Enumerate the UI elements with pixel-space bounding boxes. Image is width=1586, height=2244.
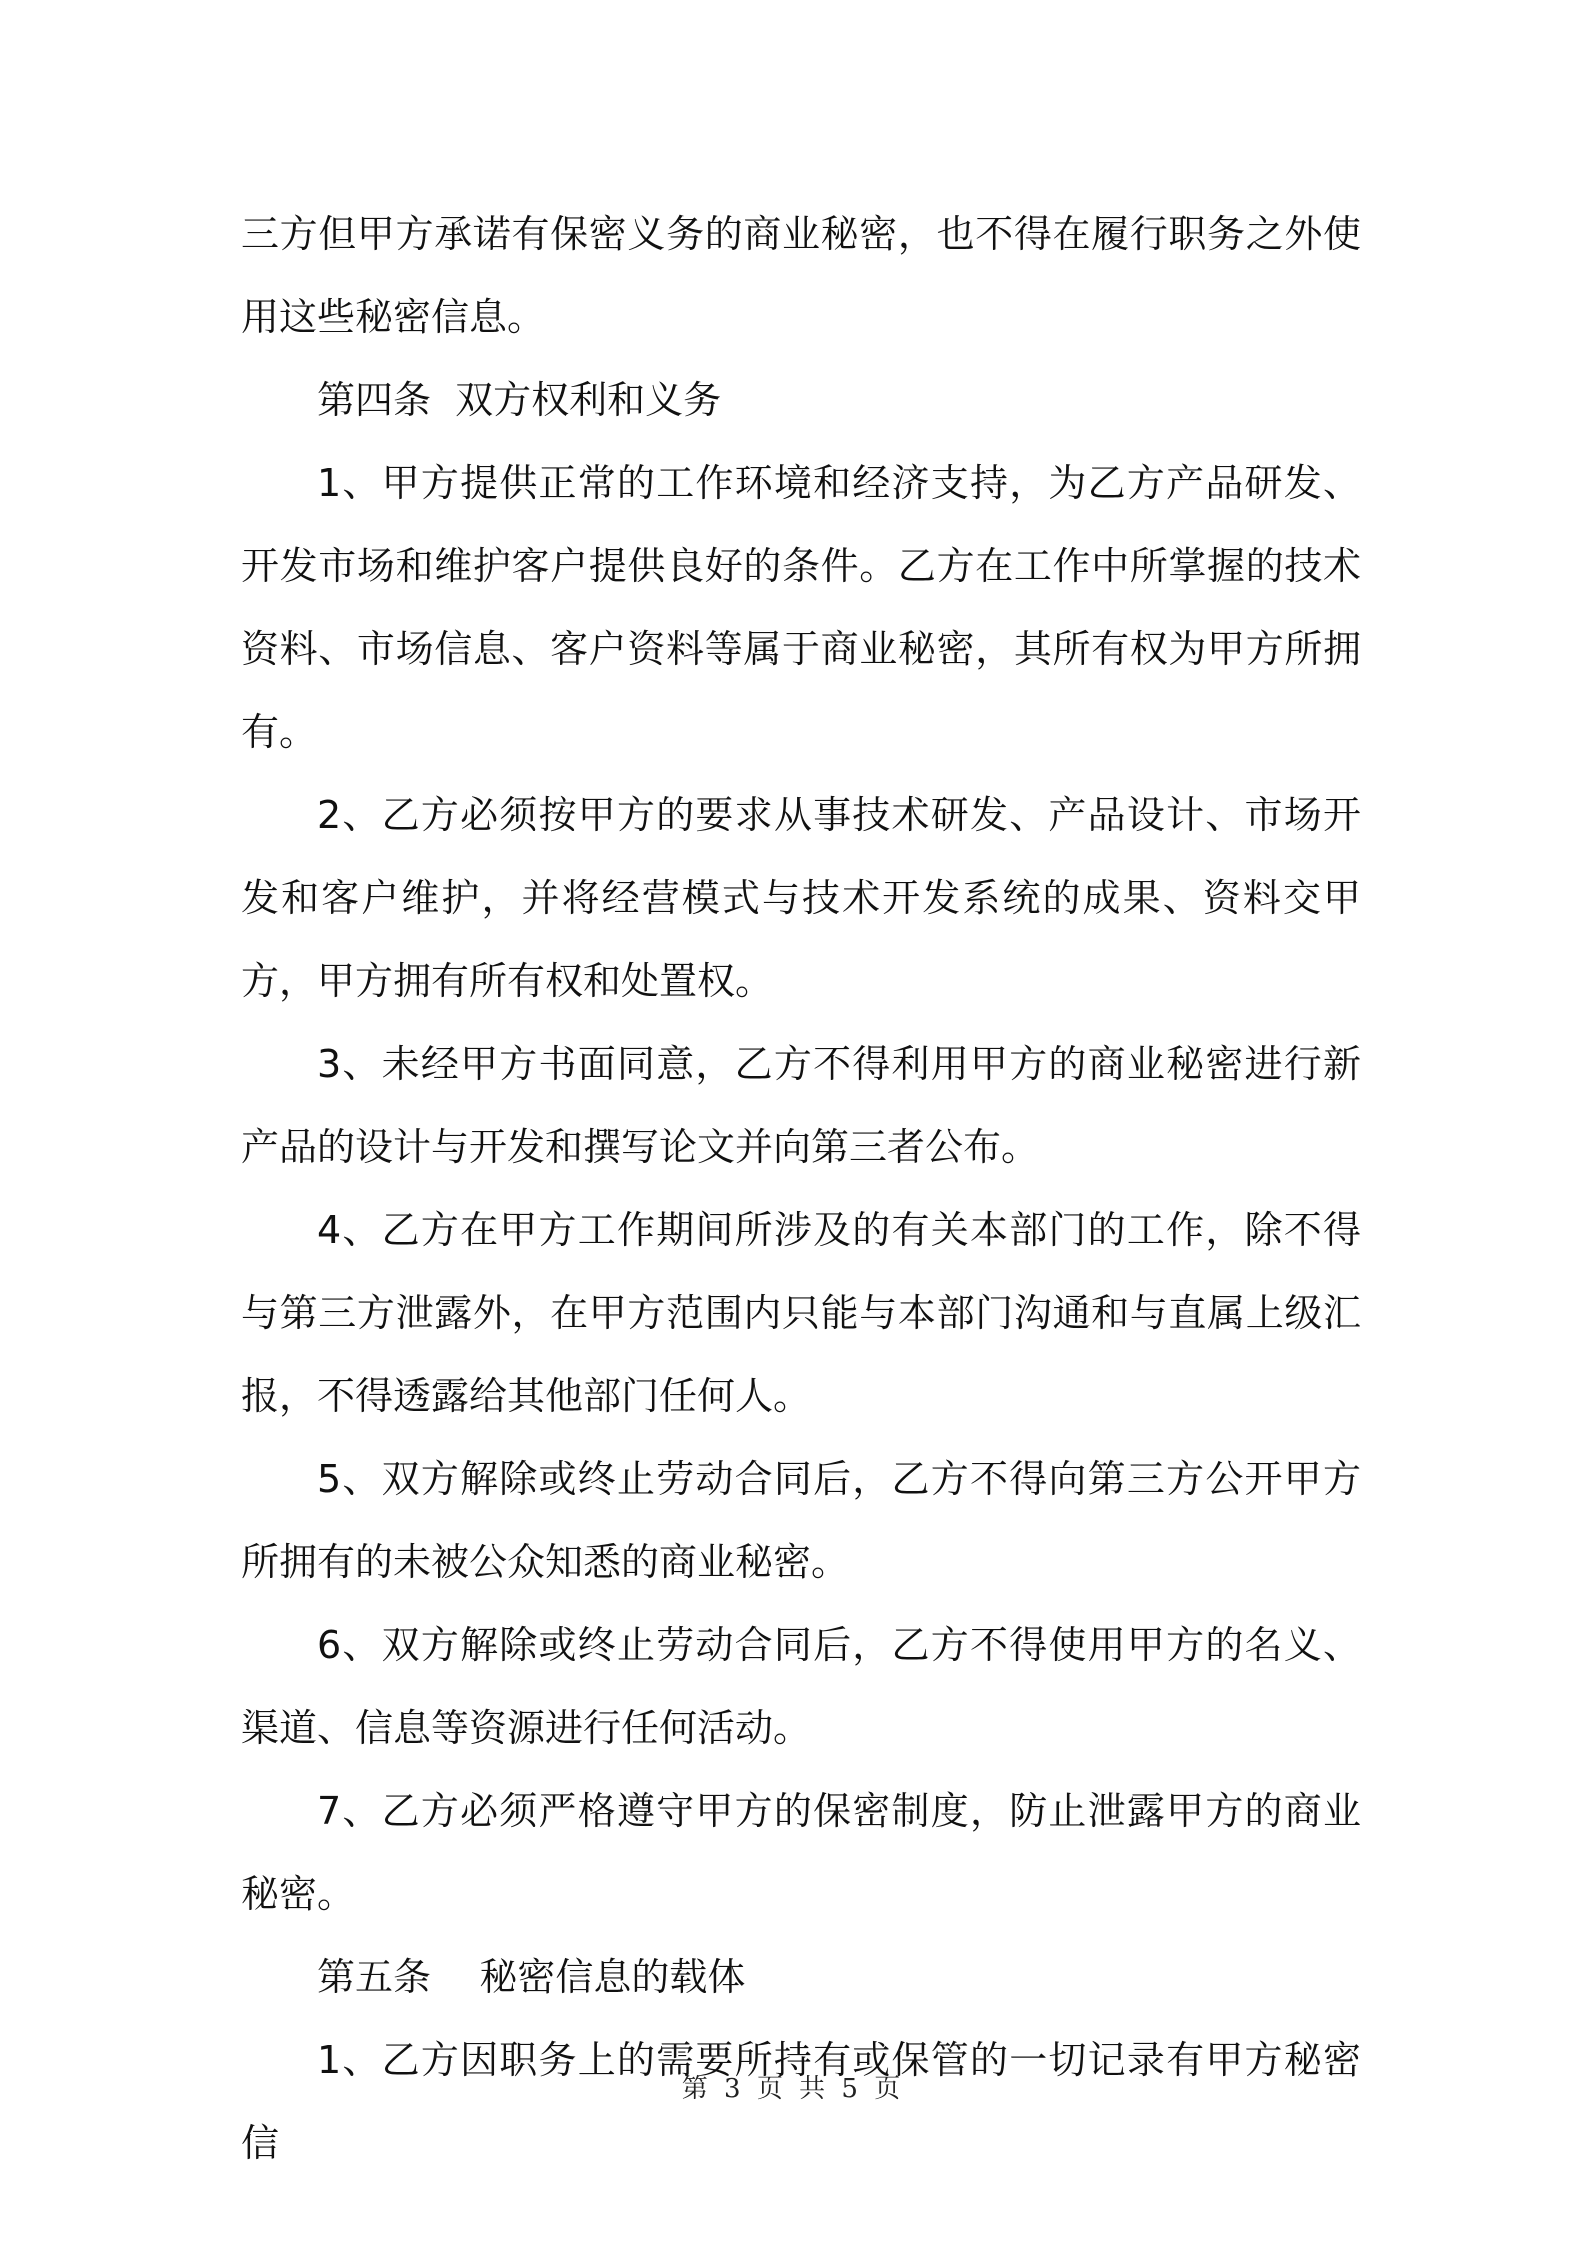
article-4-clause-3: 3、未经甲方书面同意，乙方不得利用甲方的商业秘密进行新产品的设计与开发和撰写论文并向第三者公布。 — [241, 1042, 1361, 1169]
document-body — [241, 193, 1361, 2185]
article-4-heading: 第四条 双方权利和义务 — [317, 378, 722, 422]
paragraph-continuation: 三方但甲方承诺有保密义务的商业秘密，也不得在履行职务之外使用这些秘密信息。 — [241, 212, 1361, 339]
article-4-clause-4: 4、乙方在甲方工作期间所涉及的有关本部门的工作，除不得与第三方泄露外，在甲方范围内只能与本部门沟通和与直属上级汇报，不得透露给其他部门任何人。 — [241, 1208, 1361, 1418]
article-4-clause-6: 6、双方解除或终止劳动合同后，乙方不得使用甲方的名义、渠道、信息等资源进行任何活动。 — [241, 1623, 1361, 1750]
article-5-clause-1: 1、乙方因职务上的需要所持有或保管的一切记录有甲方秘密信 — [241, 2038, 1361, 2165]
article-4-clause-2: 2、乙方必须按甲方的要求从事技术研发、产品设计、市场开发和客户维护，并将经营模式与技术开发系统的成果、资料交甲方，甲方拥有所有权和处置权。 — [241, 793, 1361, 1003]
page-number-footer: 第 3 页 共 5 页 — [681, 2074, 905, 2104]
article-4-clause-5: 5、双方解除或终止劳动合同后，乙方不得向第三方公开甲方所拥有的未被公众知悉的商业秘密。 — [241, 1457, 1361, 1584]
article-5-heading: 第五条 秘密信息的载体 — [317, 1955, 746, 1999]
article-4-clause-1: 1、甲方提供正常的工作环境和经济支持，为乙方产品研发、开发市场和维护客户提供良好的条件。乙方在工作中所掌握的技术资料、市场信息、客户资料等属于商业秘密，其所有权为甲方所拥有。 — [241, 461, 1361, 754]
article-4-clause-7: 7、乙方必须严格遵守甲方的保密制度，防止泄露甲方的商业秘密。 — [241, 1789, 1361, 1916]
